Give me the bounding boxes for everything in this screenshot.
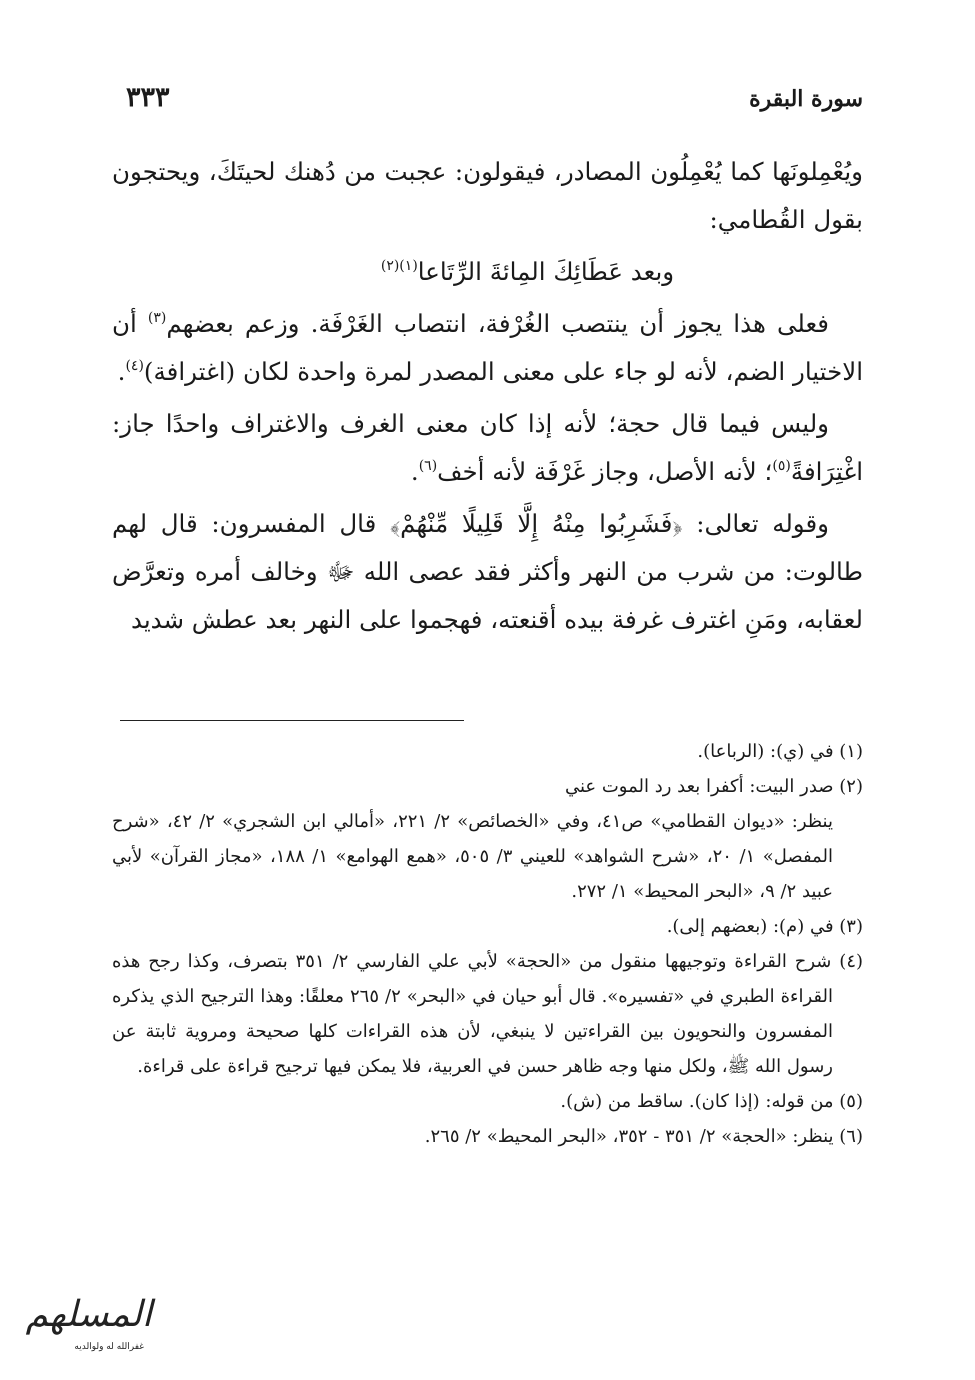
paragraph-2-text-b: أن الاختيار الضم، لأنه لو جاء على معنى المصدر لمرة واحدة لكان (اغترافة) bbox=[112, 309, 863, 386]
paragraph-3-text-b: ؛ لأنه الأصل، وجاز غَرْفَة لأنه أخف bbox=[437, 457, 773, 486]
paragraph-3-text-a: وليس فيما قال حجة؛ لأنه إذا كان معنى الغرف والاغتراف واحدًا جاز: اغْتِرَافةً bbox=[112, 409, 863, 486]
footnote-2-sources: ينظر: «ديوان القطامي» ص٤١، وفي «الخصائص» ٢/ ٢٢١، «أمالي ابن الشجري» ٢/ ٤٢، «شرح المفصل» ١/ ٢٠، «شرح الشواهد» للعيني ٣/ ٥٠٥، «همع الهوامع» ١/ ١٨٨، «مجاز القرآن» لأبي عبيد ٢/ ٩، «البحر المحيط» ١/ ٢٧٢. bbox=[112, 811, 833, 902]
paragraph-2-text-c: . bbox=[117, 357, 126, 386]
paragraph-3-text-c: . bbox=[410, 457, 419, 486]
footnote-5: (٥) من قوله: (إذا كان). ساقط من (ش). bbox=[560, 1091, 863, 1112]
footnote-6: (٦) ينظر: «الحجة» ٢/ ٣٥١ - ٣٥٢، «البحر المحيط» ٢/ ٢٦٥. bbox=[424, 1126, 863, 1147]
page-header bbox=[112, 82, 863, 120]
page-number: ٣٣٣ bbox=[126, 82, 170, 113]
publisher-seal bbox=[14, 1290, 164, 1358]
footnote-4: (٤) شرح القراءة وتوجيهها منقول من «الحجة» لأبي علي الفارسي ٢/ ٣٥١ بتصرف، وكذا رجح هذه القراءة الطبري في «تفسيره». قال أبو حيان في «البحر» ٢/ ٢٦٥ معلقًا: وهذا الترجيح الذي يذكره المفسرون والنحويون بين القراءتين لا ينبغي، لأن هذه القراءات كلها صحيحة ومروية ثابتة عن رسول الله ﷺ، ولكل منها وجه ظاهر حسن في العربية، فلا يمكن فيها ترجيح قراءة على قراءة. bbox=[112, 951, 864, 1077]
footnote-1: (١) في (ي): (الرباعا). bbox=[697, 741, 863, 762]
paragraph-1: ويُعْمِلونَها كما يُعْمِلُون المصادر، فيقولون: عجبت من دُهنك لحيتَكَ، ويحتجون بقول القُطامي: bbox=[112, 157, 863, 234]
footnotes bbox=[112, 734, 863, 1154]
footnote-2: (٢) صدر البيت: أكفرا بعد رد الموت عني bbox=[564, 776, 863, 797]
footnote-marker: (٥) bbox=[772, 458, 791, 474]
paragraph-2 bbox=[112, 300, 863, 396]
paragraph-3 bbox=[112, 400, 863, 496]
footnote-marker: (٦) bbox=[418, 458, 438, 474]
seal-main-text: المسلهم bbox=[25, 1294, 152, 1335]
verse-text: وبعد عَطَائِكَ المِائةَ الرِّتَاعا bbox=[417, 257, 675, 286]
footnote-3: (٣) في (م): (بعضهم إلى). bbox=[666, 916, 863, 937]
poetry-verse bbox=[112, 248, 863, 296]
paragraph-2-text-a: فعلى هذا يجوز أن ينتصب الغُرْفة، انتصاب الغَرْفَة. وزعم بعضهم bbox=[166, 309, 830, 338]
footnote-marker: (٣) bbox=[147, 310, 167, 326]
surah-title: سورة البقرة bbox=[749, 86, 863, 112]
footnote-marker: (١)(٢) bbox=[380, 258, 418, 274]
paragraph-4: وقوله تعالى: ﴿فَشَرِبُوا مِنْهُ إِلَّا قَلِيلًا مِّنْهُمْ﴾ قال المفسرون: قال لهم طالوت: من شرب من النهر وأكثر فقد عصى الله ﷻ وخالف أمره وتعرَّض لعقابه، ومَنِ اغترف غرفة بيده أقنعته، فهجموا على النهر بعد عطش شديد bbox=[112, 509, 863, 634]
main-text bbox=[112, 148, 863, 644]
footnote-separator bbox=[120, 720, 464, 721]
seal-sub-text: غفرالله له ولوالديه bbox=[74, 1342, 144, 1352]
footnote-marker: (٤) bbox=[125, 358, 144, 374]
